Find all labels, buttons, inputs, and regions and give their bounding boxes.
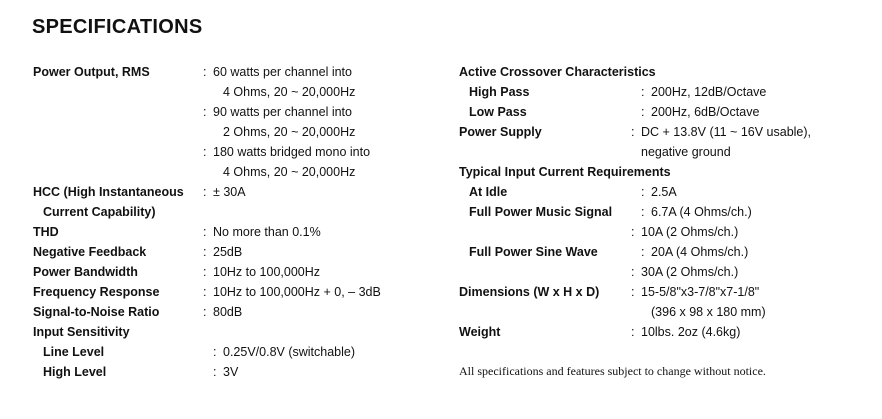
spec-row-continuation xyxy=(33,142,453,162)
spec-label: Signal-to-Noise Ratio xyxy=(33,305,160,319)
spec-value: ± 30A xyxy=(213,185,246,199)
spec-row-snr xyxy=(33,302,453,322)
spec-row-weight xyxy=(459,322,869,342)
spec-row-high-level xyxy=(33,362,453,382)
spec-row-power-bandwidth xyxy=(33,262,453,282)
spec-row-continuation xyxy=(33,202,453,222)
spec-row-negative-feedback xyxy=(33,242,453,262)
spec-value: 200Hz, 12dB/Octave xyxy=(651,85,767,99)
spec-value: 200Hz, 6dB/Octave xyxy=(651,105,760,119)
spec-label: THD xyxy=(33,225,59,239)
spec-row-input-sensitivity xyxy=(33,322,453,342)
spec-label: High Pass xyxy=(469,85,530,99)
spec-value: 60 watts per channel into xyxy=(213,65,352,79)
colon: : xyxy=(641,205,645,219)
colon: : xyxy=(213,345,217,359)
spec-value: (396 x 98 x 180 mm) xyxy=(651,305,766,319)
spec-label: Line Level xyxy=(43,345,105,359)
spec-row-continuation xyxy=(459,142,869,162)
spec-row-thd xyxy=(33,222,453,242)
colon: : xyxy=(203,265,207,279)
spec-label: Input Sensitivity xyxy=(33,325,130,339)
spec-value: 15-5/8"x3-7/8"x7-1/8" xyxy=(641,285,760,299)
spec-row-power-supply xyxy=(459,122,869,142)
spec-label: At Idle xyxy=(469,185,508,199)
colon: : xyxy=(203,105,207,119)
spec-value: 2 Ohms, 20 ~ 20,000Hz xyxy=(223,125,356,139)
spec-row-frequency-response xyxy=(33,282,453,302)
spec-value: 2.5A xyxy=(651,185,677,199)
spec-row-at-idle xyxy=(459,182,869,202)
colon: : xyxy=(203,65,207,79)
spec-heading: Typical Input Current Requirements xyxy=(459,165,671,179)
spec-value: 3V xyxy=(223,365,239,379)
spec-label: HCC (High Instantaneous xyxy=(33,185,184,199)
colon: : xyxy=(203,305,207,319)
spec-heading: Active Crossover Characteristics xyxy=(459,65,656,79)
spec-value: 30A (2 Ohms/ch.) xyxy=(641,265,739,279)
spec-label: Power Output, RMS xyxy=(33,65,150,79)
colon: : xyxy=(631,125,635,139)
colon: : xyxy=(203,245,207,259)
spec-row-hcc xyxy=(33,182,453,202)
spec-value: 0.25V/0.8V (switchable) xyxy=(223,345,356,359)
spec-row-continuation xyxy=(33,82,453,102)
colon: : xyxy=(631,325,635,339)
colon: : xyxy=(631,225,635,239)
spec-value: negative ground xyxy=(641,145,731,159)
colon: : xyxy=(641,85,645,99)
spec-row-continuation xyxy=(459,262,869,282)
spec-label: Frequency Response xyxy=(33,285,160,299)
colon: : xyxy=(641,185,645,199)
spec-row-power-output xyxy=(33,62,453,82)
spec-value: 6.7A (4 Ohms/ch.) xyxy=(651,205,752,219)
right-spec-column xyxy=(459,62,869,342)
spec-value: 10Hz to 100,000Hz xyxy=(213,265,321,279)
spec-row-high-pass xyxy=(459,82,869,102)
colon: : xyxy=(641,245,645,259)
spec-row-continuation xyxy=(459,222,869,242)
spec-label: High Level xyxy=(43,365,107,379)
spec-value: 20A (4 Ohms/ch.) xyxy=(651,245,749,259)
spec-label: Dimensions (W x H x D) xyxy=(459,285,600,299)
colon: : xyxy=(203,285,207,299)
spec-row-input-current xyxy=(459,162,869,182)
spec-value: 10lbs. 2oz (4.6kg) xyxy=(641,325,741,339)
spec-value: 4 Ohms, 20 ~ 20,000Hz xyxy=(223,165,356,179)
spec-label: Power Supply xyxy=(459,125,542,139)
spec-row-continuation xyxy=(33,102,453,122)
spec-label: Full Power Sine Wave xyxy=(469,245,598,259)
spec-row-low-pass xyxy=(459,102,869,122)
spec-label: Power Bandwidth xyxy=(33,265,138,279)
spec-row-continuation xyxy=(33,122,453,142)
spec-label: Weight xyxy=(459,325,501,339)
spec-row-continuation xyxy=(33,162,453,182)
spec-value: No more than 0.1% xyxy=(213,225,321,239)
colon: : xyxy=(631,265,635,279)
spec-row-full-power-sine xyxy=(459,242,869,262)
spec-row-continuation xyxy=(459,302,869,322)
disclaimer-note: All specifications and features subject to change without notice. xyxy=(459,364,766,378)
colon: : xyxy=(203,185,207,199)
page-title: SPECIFICATIONS xyxy=(32,16,203,38)
spec-row-dimensions xyxy=(459,282,869,302)
spec-value: 180 watts bridged mono into xyxy=(213,145,371,159)
spec-row-full-power-music xyxy=(459,202,869,222)
spec-row-line-level xyxy=(33,342,453,362)
colon: : xyxy=(213,365,217,379)
spec-value: 10Hz to 100,000Hz + 0, – 3dB xyxy=(213,285,381,299)
spec-label: Full Power Music Signal xyxy=(469,205,613,219)
spec-value: 80dB xyxy=(213,305,243,319)
spec-value: 10A (2 Ohms/ch.) xyxy=(641,225,739,239)
colon: : xyxy=(203,225,207,239)
spec-value: 4 Ohms, 20 ~ 20,000Hz xyxy=(223,85,356,99)
spec-value: DC + 13.8V (11 ~ 16V usable), xyxy=(641,125,812,139)
colon: : xyxy=(641,105,645,119)
spec-label: Current Capability) xyxy=(43,205,156,219)
left-spec-column xyxy=(33,62,453,382)
spec-label: Low Pass xyxy=(469,105,527,119)
colon: : xyxy=(203,145,207,159)
spec-row-active-crossover xyxy=(459,62,869,82)
spec-value: 90 watts per channel into xyxy=(213,105,352,119)
spec-label: Negative Feedback xyxy=(33,245,147,259)
spec-value: 25dB xyxy=(213,245,243,259)
colon: : xyxy=(631,285,635,299)
